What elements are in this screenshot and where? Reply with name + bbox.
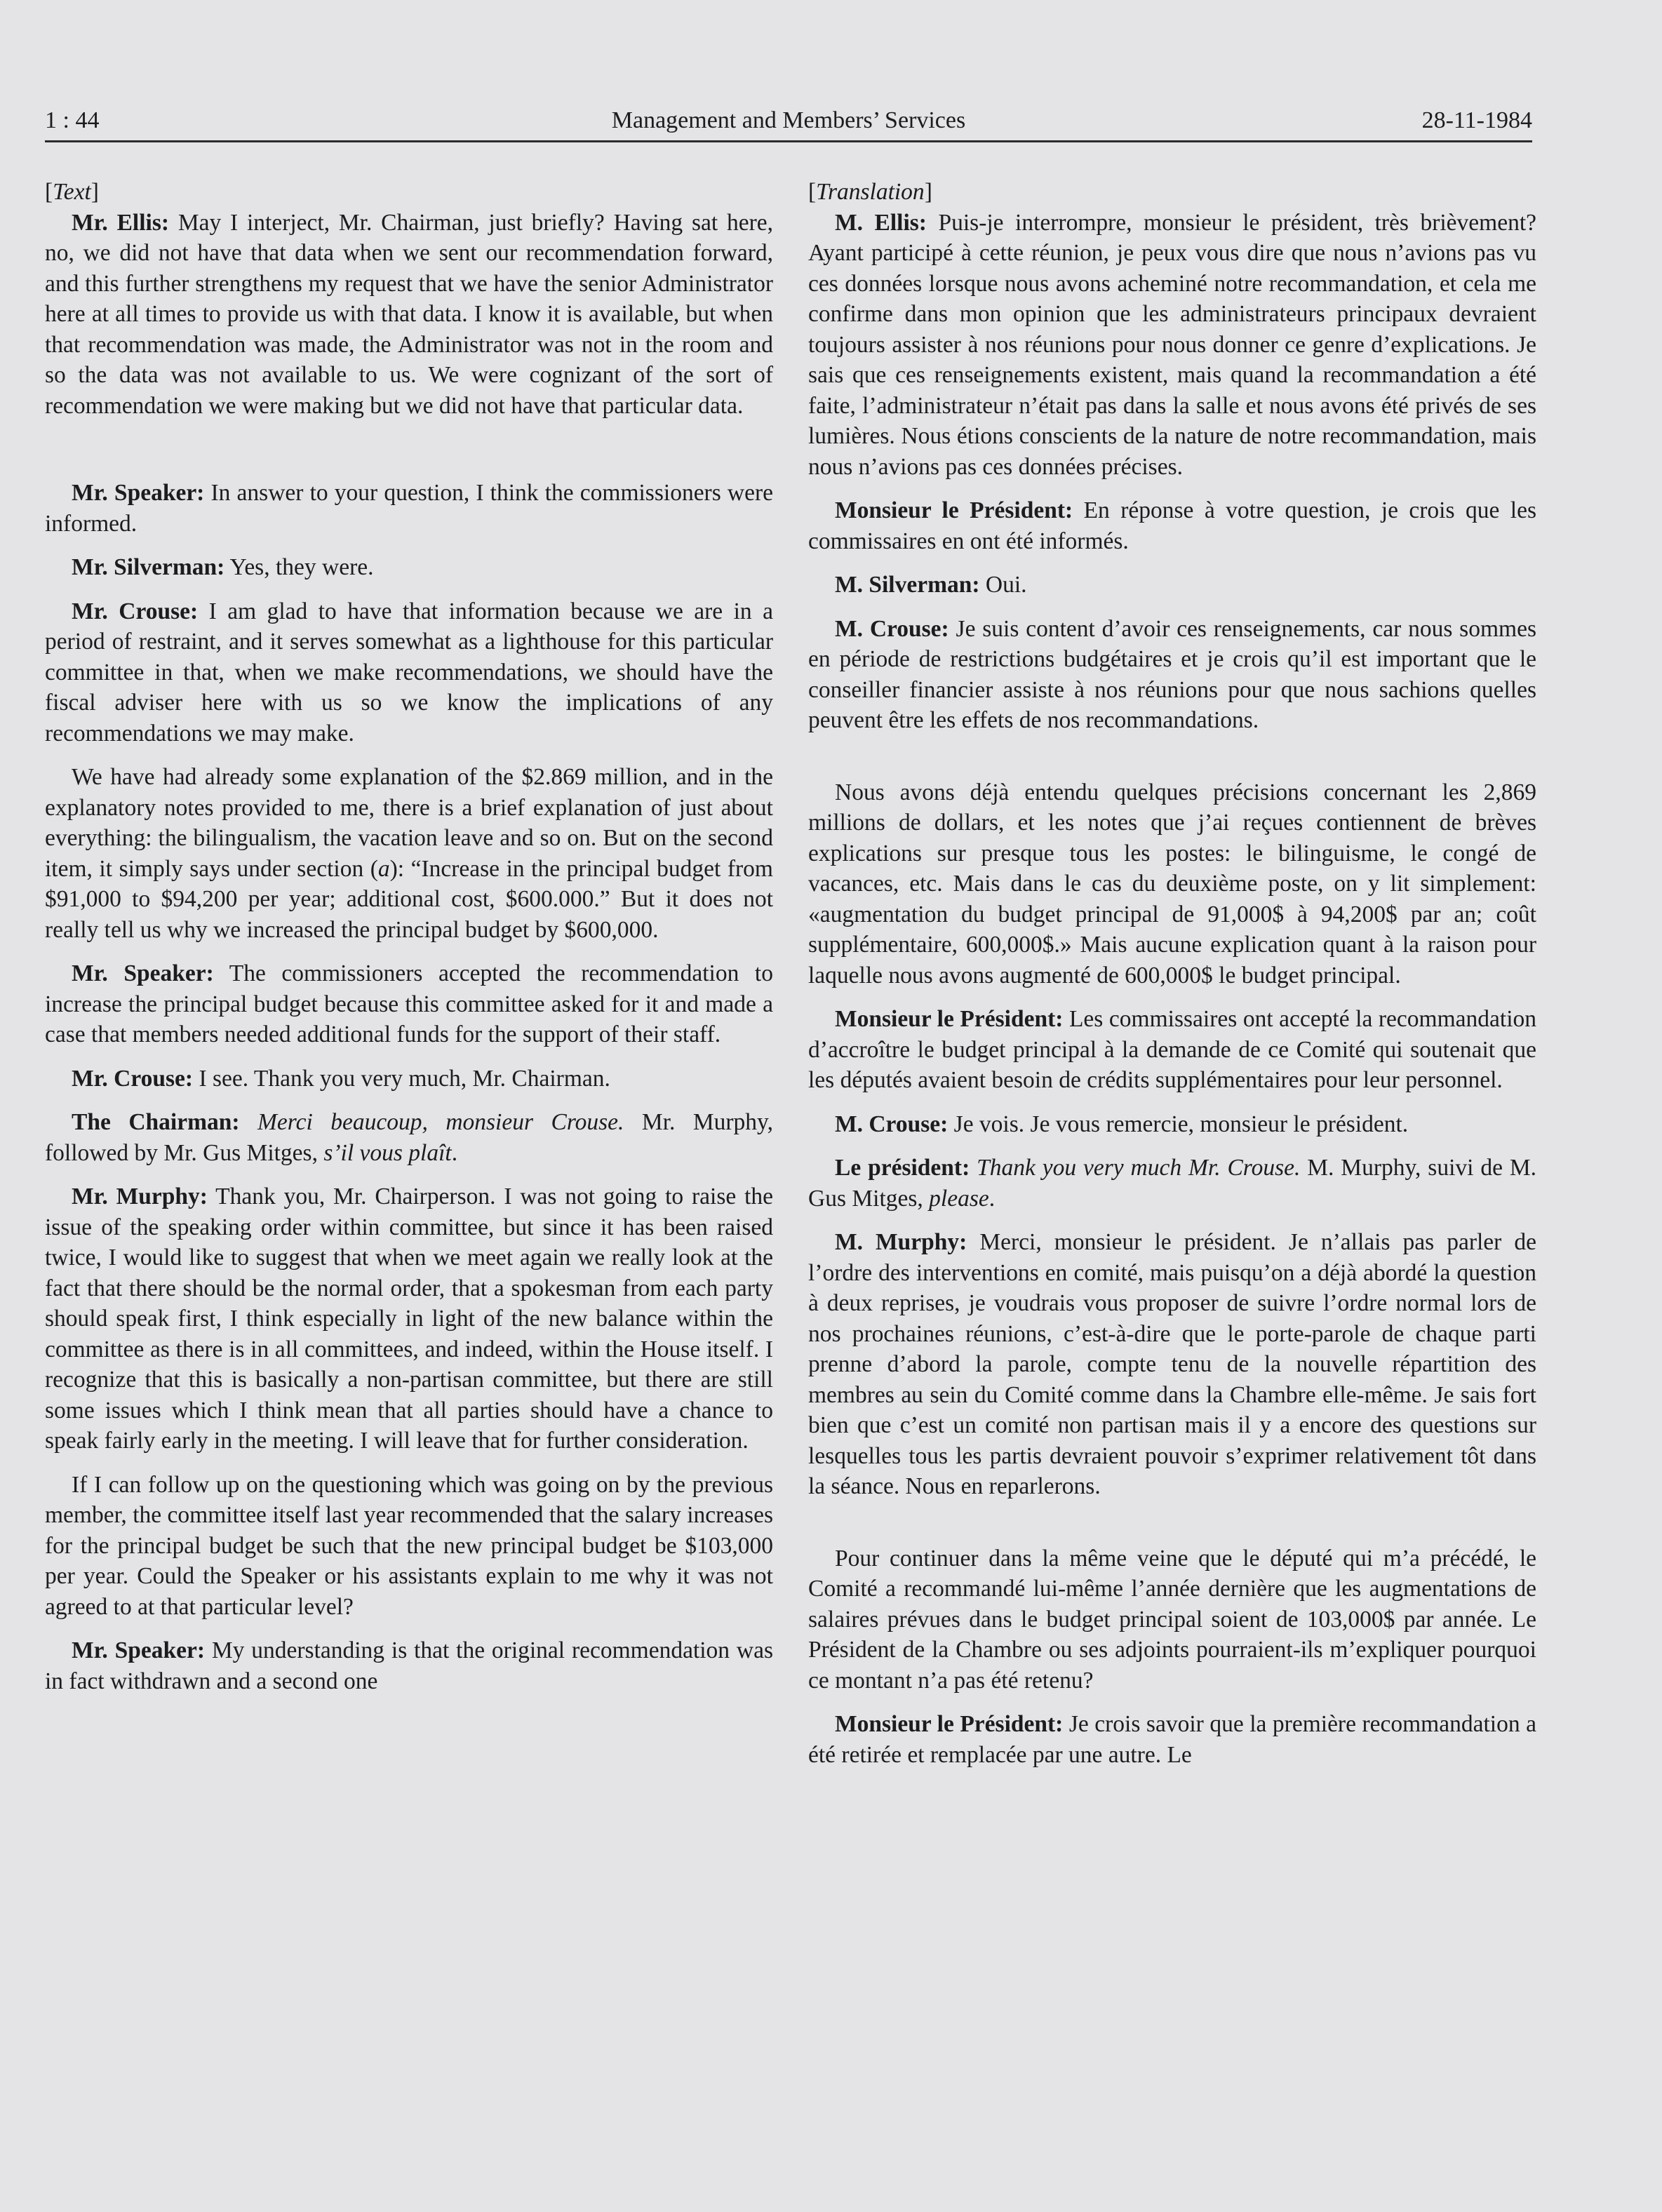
paragraph-crouse-2 xyxy=(808,1109,1536,1140)
column-gap xyxy=(45,434,773,478)
paragraph-ellis xyxy=(45,208,773,422)
paragraph-speaker-3 xyxy=(45,1635,773,1696)
paragraph-chairman: Le président: Thank you very much Mr. Crouse. M. Murphy, suivi de M. Gus Mitges, please. xyxy=(808,1155,1536,1212)
paragraph-speaker-2 xyxy=(45,958,773,1050)
speech-text: I see. Thank you very much, Mr. Chairman. xyxy=(193,1065,610,1092)
paragraph-crouse-continued: We have had already some explanation of the $2.869 million, and in the explanatory notes provided to me, there is a brief explanation of just about everything: the bilingualism, the vacation leave and so on. But on the second item, it simply says under section (a): “Increase in the principal budget from $91,000 to $94,200 per year; additional cost, $600.000.” But it does not really tell us why we increased the principal budget by $600,000. xyxy=(45,764,773,943)
paragraph-murphy-continued: Pour continuer dans la même veine que le député qui m’a précédé, le Comité a recommandé lui-même l’année dernière que les augmentations de salaires prévues dans le budget principal soient de 103,000$ par année. Le Président de la Chambre ou ses adjoints pourraient-ils m’expliquer pourquoi ce montant n’a pas été retenu? xyxy=(808,1545,1536,1694)
speech-text: I am glad to have that information because we are in a period of restraint, and it serves somewhat as a lighthouse for this particular committee in that, when we make recommendations, we should have the fiscal adviser here with us so we know the implications of any recommendations we may make. xyxy=(45,598,774,746)
speaker-name: Mr. Speaker: xyxy=(72,960,214,986)
speech-text: En réponse à votre question, je crois que les commissaires en ont été informés. xyxy=(808,497,1536,554)
paragraph-crouse-continued: Nous avons déjà entendu quelques précisions concernant les 2,869 millions de dollars, et les notes que j’ai reçues contiennent de brèves explications sur presque tous les postes: le bilinguisme, le congé de vacances, etc. Mais dans le cas du deuxième poste, on y lit simplement: «augmentation du budget principal de 91,000$ à 94,200$ par an; coût supplémentaire, 600,000$.» Mais aucune explication quant à la raison pour laquelle nous avons augmenté de 600,000$ le budget principal. xyxy=(808,779,1536,988)
speaker-name: M. Crouse: xyxy=(835,615,949,642)
header-date: 28-11-1984 xyxy=(1421,107,1532,133)
speaker-name: Monsieur le Président: xyxy=(835,1006,1064,1032)
speech-text: May I interject, Mr. Chairman, just briefly? Having sat here, no, we did not have that data when we sent our recommendation forward, and this further strengthens my request that we have the senior Administrator here at all times to provide us with that data. I know it is available, but when that recommendation was made, the Administrator was not in the room and so the data was not available to us. We were cognizant of the sort of recommendation we were making but we did not have that particular data. xyxy=(45,209,774,419)
paragraph-chairman: The Chairman: Merci beaucoup, monsieur Crouse. Mr. Murphy, followed by Mr. Gus Mitges, s’il vous plaît. xyxy=(45,1109,774,1166)
speaker-name: Monsieur le Président: xyxy=(835,497,1073,523)
paragraph-murphy-continued: If I can follow up on the questioning which was going on by the previous member, the committee itself last year recommended that the salary increases for the principal budget be such that the new principal budget be $103,000 per year. Could the Speaker or his assistants explain to me why it was not agreed to at that particular level? xyxy=(45,1471,773,1620)
speech-text: Puis-je interrompre, monsieur le président, très brièvement? Ayant participé à cette réunion, je peux vous dire que nous n’avions pas vu ces données lorsque nous avons acheminé notre recommandation, et cela me confirme dans mon opinion que les administrateurs principaux devraient toujours assister à nos réunions pour nous donner ce genre d’explications. Je sais que ces renseignements existent, mais quand la recommandation a été faite, l’administrateur n’était pas dans la salle et nous avons été privés de ses lumières. Nous étions conscients de la nature de notre recommandation, mais nous n’avions pas ces données précises. xyxy=(808,209,1537,480)
speech-text: My understanding is that the original recommendation was in fact withdrawn and a second one xyxy=(45,1637,773,1694)
column-gap xyxy=(808,1515,1536,1543)
paragraph-president xyxy=(808,495,1536,556)
paragraph-speaker xyxy=(45,478,773,539)
publication-title: Management and Members’ Services xyxy=(611,107,966,133)
speaker-name: Mr. Crouse: xyxy=(72,598,199,624)
speech-text: Thank you, Mr. Chairperson. I was not going to raise the issue of the speaking order within committee, but since it has been raised twice, I would like to suggest that when we meet again we really look at the fact that there should be the normal order, that a spokesman from each party should speak first, I think especially in light of the new balance within the committee as there is in all committees, and indeed, within the House itself. I recognize that this is basically a non-partisan committee, but there are still some issues which I think mean that all parties should have a chance to speak fairly early in the meeting. I will leave that for further consideration. xyxy=(45,1184,773,1454)
paragraph-silverman xyxy=(808,570,1536,601)
paragraph-president-2 xyxy=(808,1004,1536,1096)
speaker-name: Mr. Murphy: xyxy=(72,1184,208,1209)
speech-text: Je crois savoir que la première recommandation a été retirée et remplacée par une autre. Le xyxy=(808,1711,1536,1768)
paragraph-ellis xyxy=(808,208,1536,483)
paragraph-president-3 xyxy=(808,1709,1536,1770)
paragraph-crouse xyxy=(808,614,1536,736)
section-tag: [Translation] xyxy=(808,179,932,205)
paragraph-crouse xyxy=(45,596,773,749)
speech-text: Les commissaires ont accepté la recommandation d’accroître le budget principal à la demande de ce Comité qui soutenait que les députés avaient besoin de crédits supplémentaires pour leur personnel. xyxy=(808,1006,1536,1093)
speech-text: Je vois. Je vous remercie, monsieur le président. xyxy=(948,1111,1409,1137)
speaker-name: Mr. Ellis: xyxy=(72,209,170,236)
page-number: 1 : 44 xyxy=(45,107,100,133)
english-column xyxy=(45,177,773,1710)
speaker-name: Mr. Silverman: xyxy=(72,554,225,580)
column-gap xyxy=(808,749,1536,777)
speaker-name: M. Silverman: xyxy=(835,572,980,598)
speaker-name: Le président: xyxy=(835,1155,970,1181)
paragraph-silverman xyxy=(45,552,773,583)
speech-text: The commissioners accepted the recommendation to increase the principal budget because this committee asked for it and made a case that members needed additional funds for the support of their staff. xyxy=(45,960,773,1047)
speaker-name: M. Crouse: xyxy=(835,1111,949,1137)
speech-text: Je suis content d’avoir ces renseignements, car nous sommes en période de restrictions budgétaires et je crois qu’il est important que le conseiller financier assiste à nos réunions pour que nous sachions quelles peuvent être les effets de nos recommandations. xyxy=(808,615,1536,733)
speech-text: In answer to your question, I think the commissioners were informed. xyxy=(45,480,773,537)
section-tag: [Text] xyxy=(45,179,99,205)
paragraph-murphy xyxy=(45,1181,773,1456)
speech-text: Yes, they were. xyxy=(224,554,374,580)
speaker-name: Monsieur le Président: xyxy=(835,1711,1064,1737)
speaker-name: M. Ellis: xyxy=(835,209,927,236)
speech-text: Merci, monsieur le président. Je n’allais pas parler de l’ordre des interventions en comité, mais puisqu’on a déjà abordé la question à deux reprises, je voudrais vous proposer de suivre l’ordre normal lors de nos prochaines réunions, c’est-à-dire que le porte-parole de chaque parti prenne d’abord la parole, compte tenu de la nouvelle répartition des membres au sein du Comité comme dans la Chambre elle-même. Je sais fort bien que c’est un comité non partisan mais il y a encore des questions sur lesquelles tous les partis devraient pouvoir s’exprimer relativement tôt dans la séance. Nous en reparlerons. xyxy=(808,1229,1536,1499)
speech-text: Oui. xyxy=(979,572,1027,598)
speaker-name: Mr. Crouse: xyxy=(72,1065,194,1092)
french-column xyxy=(808,177,1536,1783)
header-rule xyxy=(45,140,1532,142)
speaker-name: M. Murphy: xyxy=(835,1229,967,1255)
speaker-name: Mr. Speaker: xyxy=(72,1637,206,1663)
paragraph-murphy xyxy=(808,1227,1536,1502)
paragraph-crouse-2 xyxy=(45,1064,773,1094)
speaker-name: Mr. Speaker: xyxy=(72,480,205,506)
speaker-name: The Chairman: xyxy=(72,1109,240,1135)
